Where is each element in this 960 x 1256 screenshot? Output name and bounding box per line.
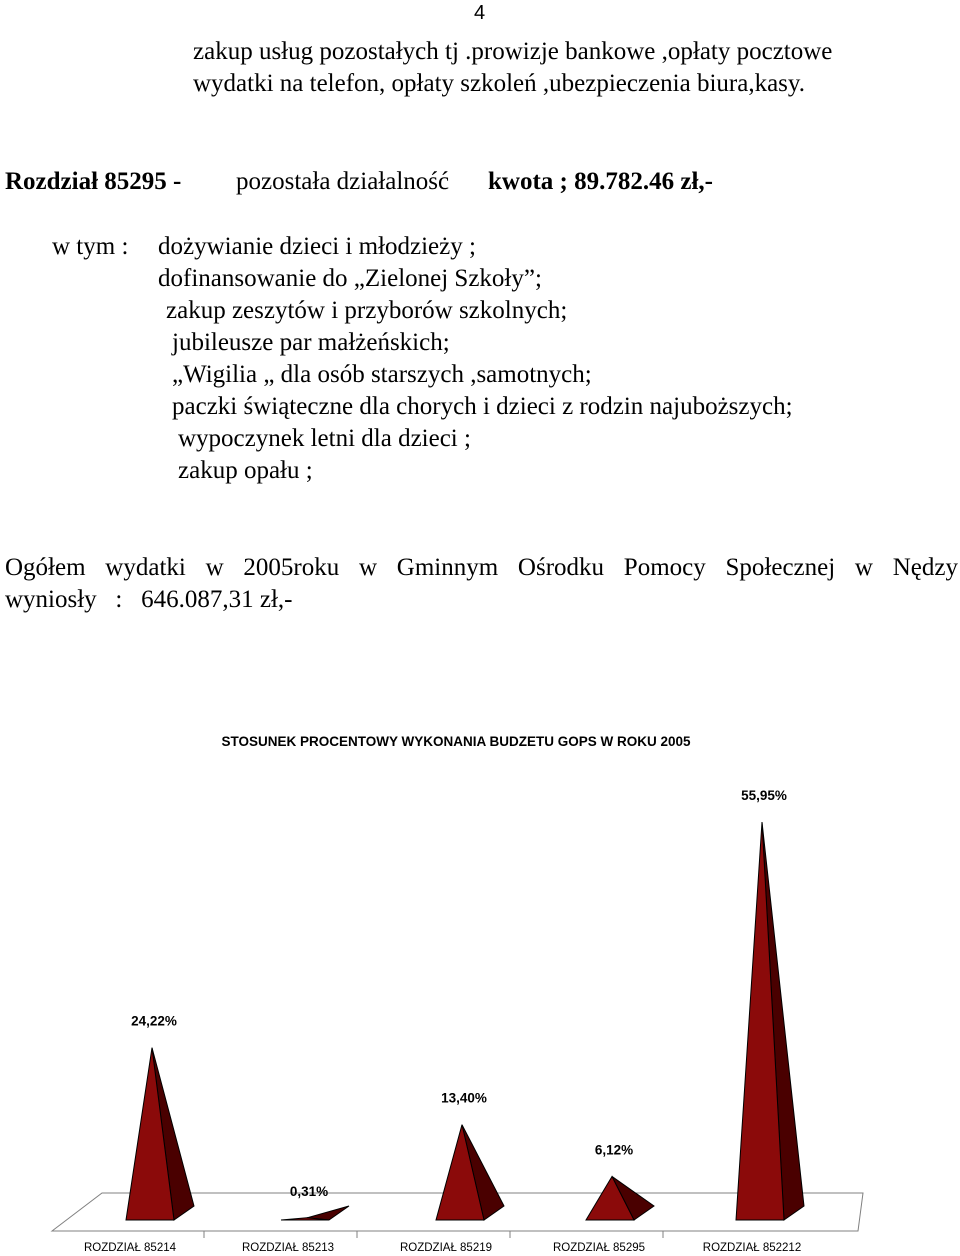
pyramid-side-2 [307, 1206, 349, 1220]
section-amount: kwota ; 89.782.46 zł,- [488, 168, 713, 195]
breakdown-item: wypoczynek letni dla dzieci ; [178, 425, 471, 452]
data-label-3: 13,40% [441, 1090, 487, 1106]
section-label: Rozdział 85295 - [5, 168, 182, 195]
data-label-2: 0,31% [289, 1183, 329, 1199]
chart-title: STOSUNEK PROCENTOWY WYKONANIA BUDZETU GOPS W ROKU 2005 [221, 734, 691, 749]
breakdown-item: dofinansowanie do „Zielonej Szkoły”; [158, 265, 542, 292]
category-label-3: ROZDZIAŁ 85219 [399, 1242, 493, 1254]
page-number: 4 [474, 2, 486, 24]
category-label-4: ROZDZIAŁ 85295 [552, 1242, 646, 1254]
category-label-2: ROZDZIAŁ 85213 [241, 1242, 335, 1254]
data-label-5: 55,95% [741, 788, 787, 803]
intro-line-2: wydatki na telefon, opłaty szkoleń ,ubezpieczenia biura,kasy. [193, 70, 806, 97]
intro-line-1: zakup usług pozostałych tj .prowizje bankowe ,opłaty pocztowe [193, 38, 833, 65]
breakdown-item: „Wigilia „ dla osób starszych ,samotnych; [172, 361, 592, 388]
breakdown-item: jubileusze par małżeńskich; [172, 329, 450, 356]
breakdown-item: zakup opału ; [178, 457, 313, 484]
category-label-1: ROZDZIAŁ 85214 [83, 1242, 177, 1254]
breakdown-item: paczki świąteczne dla chorych i dzieci z rodzin najuboższych; [172, 393, 793, 420]
summary-line-1: Ogółem wydatki w 2005roku w Gminnym Ośrodku Pomocy Społecznej w Nędzy [5, 554, 958, 581]
data-label-1: 24,22% [131, 1013, 177, 1029]
section-description: pozostała działalność [236, 168, 450, 195]
breakdown-item: dożywianie dzieci i młodzieży ; [158, 233, 476, 260]
breakdown-prefix: w tym : [52, 233, 129, 260]
summary-line-2: wyniosły : 646.087,31 zł,- [5, 586, 293, 613]
breakdown-item: zakup zeszytów i przyborów szkolnych; [166, 297, 568, 324]
category-label-5: ROZDZIAŁ 852212 [702, 1242, 802, 1254]
data-label-4: 6,12% [594, 1142, 634, 1158]
